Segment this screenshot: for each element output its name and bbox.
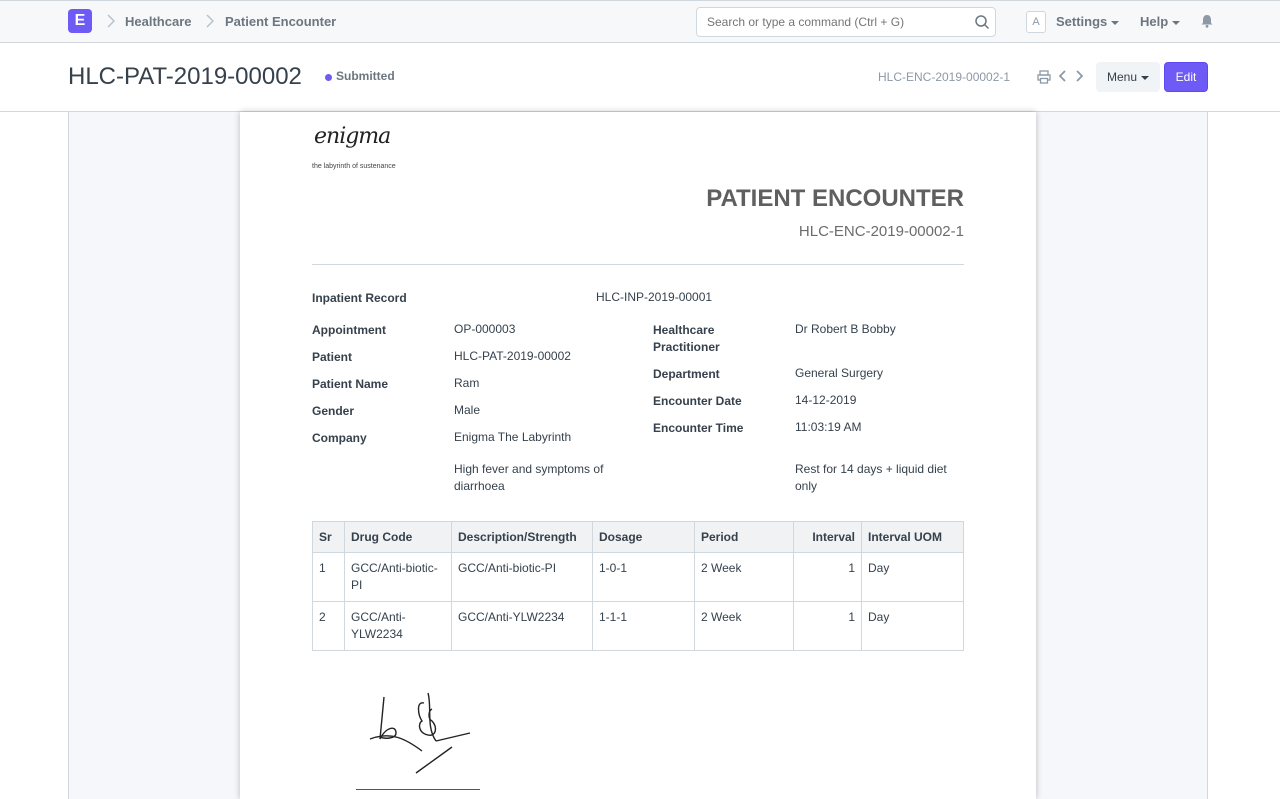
- breadcrumb-healthcare[interactable]: Healthcare: [125, 14, 192, 29]
- status-indicator-dot: [325, 74, 332, 81]
- field-label: Patient Name: [312, 377, 389, 391]
- inpatient-record-value: HLC-INP-2019-00001: [596, 290, 713, 304]
- print-sheet: [240, 112, 1036, 799]
- table-cell: GCC/Anti-YLW2234: [452, 602, 593, 651]
- help-dropdown[interactable]: [1140, 14, 1180, 29]
- chevron-right-icon[interactable]: [1074, 69, 1084, 83]
- table-cell: 1: [794, 553, 862, 602]
- print-icon[interactable]: [1037, 70, 1051, 84]
- field-value: Enigma The Labyrinth: [454, 430, 572, 444]
- brand-tagline: the labyrinth of sustenance: [312, 163, 396, 170]
- table-cell: 2: [313, 602, 345, 651]
- navbar: [0, 0, 1280, 43]
- field-label: Patient: [312, 350, 353, 364]
- breadcrumb-patient-encounter[interactable]: Patient Encounter: [225, 14, 337, 29]
- symptoms-text: High fever and symptoms of diarrhoea: [454, 462, 604, 493]
- field-label: Department: [653, 367, 720, 381]
- table-cell: Day: [862, 602, 964, 651]
- settings-label: Settings: [1056, 14, 1108, 29]
- field-label: Gender: [312, 404, 355, 418]
- advice-text: Rest for 14 days + liquid diet only: [795, 462, 947, 493]
- field-value: Male: [454, 403, 481, 417]
- field-label: Healthcare Practitioner: [653, 323, 720, 354]
- column-header: Sr: [313, 522, 345, 553]
- field-value: Ram: [454, 376, 480, 390]
- table-header-row: [313, 522, 964, 553]
- table-cell: 1: [313, 553, 345, 602]
- table-row: [313, 553, 964, 602]
- column-header: Period: [695, 522, 794, 553]
- table-cell: 1-1-1: [593, 602, 695, 651]
- field-value: Dr Robert B Bobby: [795, 322, 896, 336]
- print-doc-id: HLC-ENC-2019-00002-1: [798, 223, 964, 240]
- drug-prescription-table: [312, 521, 964, 651]
- edit-button[interactable]: Edit: [1164, 62, 1208, 92]
- help-label: Help: [1140, 14, 1169, 29]
- menu-label: Menu: [1106, 70, 1138, 84]
- search-input[interactable]: [707, 15, 967, 29]
- table-cell: 2 Week: [695, 602, 794, 651]
- caret-down-icon: [1141, 76, 1149, 80]
- field-label: Encounter Date: [653, 394, 742, 408]
- field-value: OP-000003: [454, 322, 516, 336]
- field-value: HLC-PAT-2019-00002: [454, 349, 571, 363]
- chevron-right-icon: [106, 13, 116, 29]
- column-header: Drug Code: [345, 522, 452, 553]
- column-header: Interval UOM: [862, 522, 964, 553]
- field-label: Encounter Time: [653, 421, 744, 435]
- page-head: [0, 44, 1280, 112]
- field-label: Appointment: [312, 323, 386, 337]
- table-cell: 1: [794, 602, 862, 651]
- table-cell: GCC/Anti-biotic-PI: [452, 553, 593, 602]
- table-cell: 1-0-1: [593, 553, 695, 602]
- signature-line: [356, 789, 480, 790]
- table-cell: Day: [862, 553, 964, 602]
- signature-image: [366, 687, 472, 779]
- column-header: Interval: [794, 522, 862, 553]
- divider: [312, 264, 964, 265]
- menu-button[interactable]: [1096, 62, 1160, 92]
- table-cell: 2 Week: [695, 553, 794, 602]
- table-cell: GCC/Anti-YLW2234: [345, 602, 452, 651]
- search-icon[interactable]: [974, 14, 990, 30]
- page-title: HLC-PAT-2019-00002: [68, 63, 302, 90]
- chevron-left-icon[interactable]: [1058, 69, 1068, 83]
- avatar[interactable]: A: [1026, 11, 1046, 33]
- field-value: 14-12-2019: [795, 393, 857, 407]
- caret-down-icon: [1172, 21, 1180, 25]
- caret-down-icon: [1111, 21, 1119, 25]
- inpatient-record-label: Inpatient Record: [312, 291, 407, 305]
- table-row: [313, 602, 964, 651]
- status-badge: Submitted: [336, 69, 395, 83]
- search-box[interactable]: [696, 7, 996, 37]
- app-logo[interactable]: E: [68, 9, 92, 33]
- brand-logo: enigma: [314, 124, 391, 149]
- field-value: 11:03:19 AM: [795, 420, 862, 434]
- field-value: General Surgery: [795, 366, 884, 380]
- settings-dropdown[interactable]: [1056, 14, 1119, 29]
- print-doc-name: HLC-ENC-2019-00002-1: [878, 70, 1011, 84]
- column-header: Description/Strength: [452, 522, 593, 553]
- table-cell: GCC/Anti-biotic-PI: [345, 553, 452, 602]
- bell-icon[interactable]: [1200, 14, 1214, 28]
- print-heading: PATIENT ENCOUNTER: [706, 185, 964, 212]
- column-header: Dosage: [593, 522, 695, 553]
- chevron-right-icon: [205, 13, 215, 29]
- field-label: Company: [312, 431, 367, 445]
